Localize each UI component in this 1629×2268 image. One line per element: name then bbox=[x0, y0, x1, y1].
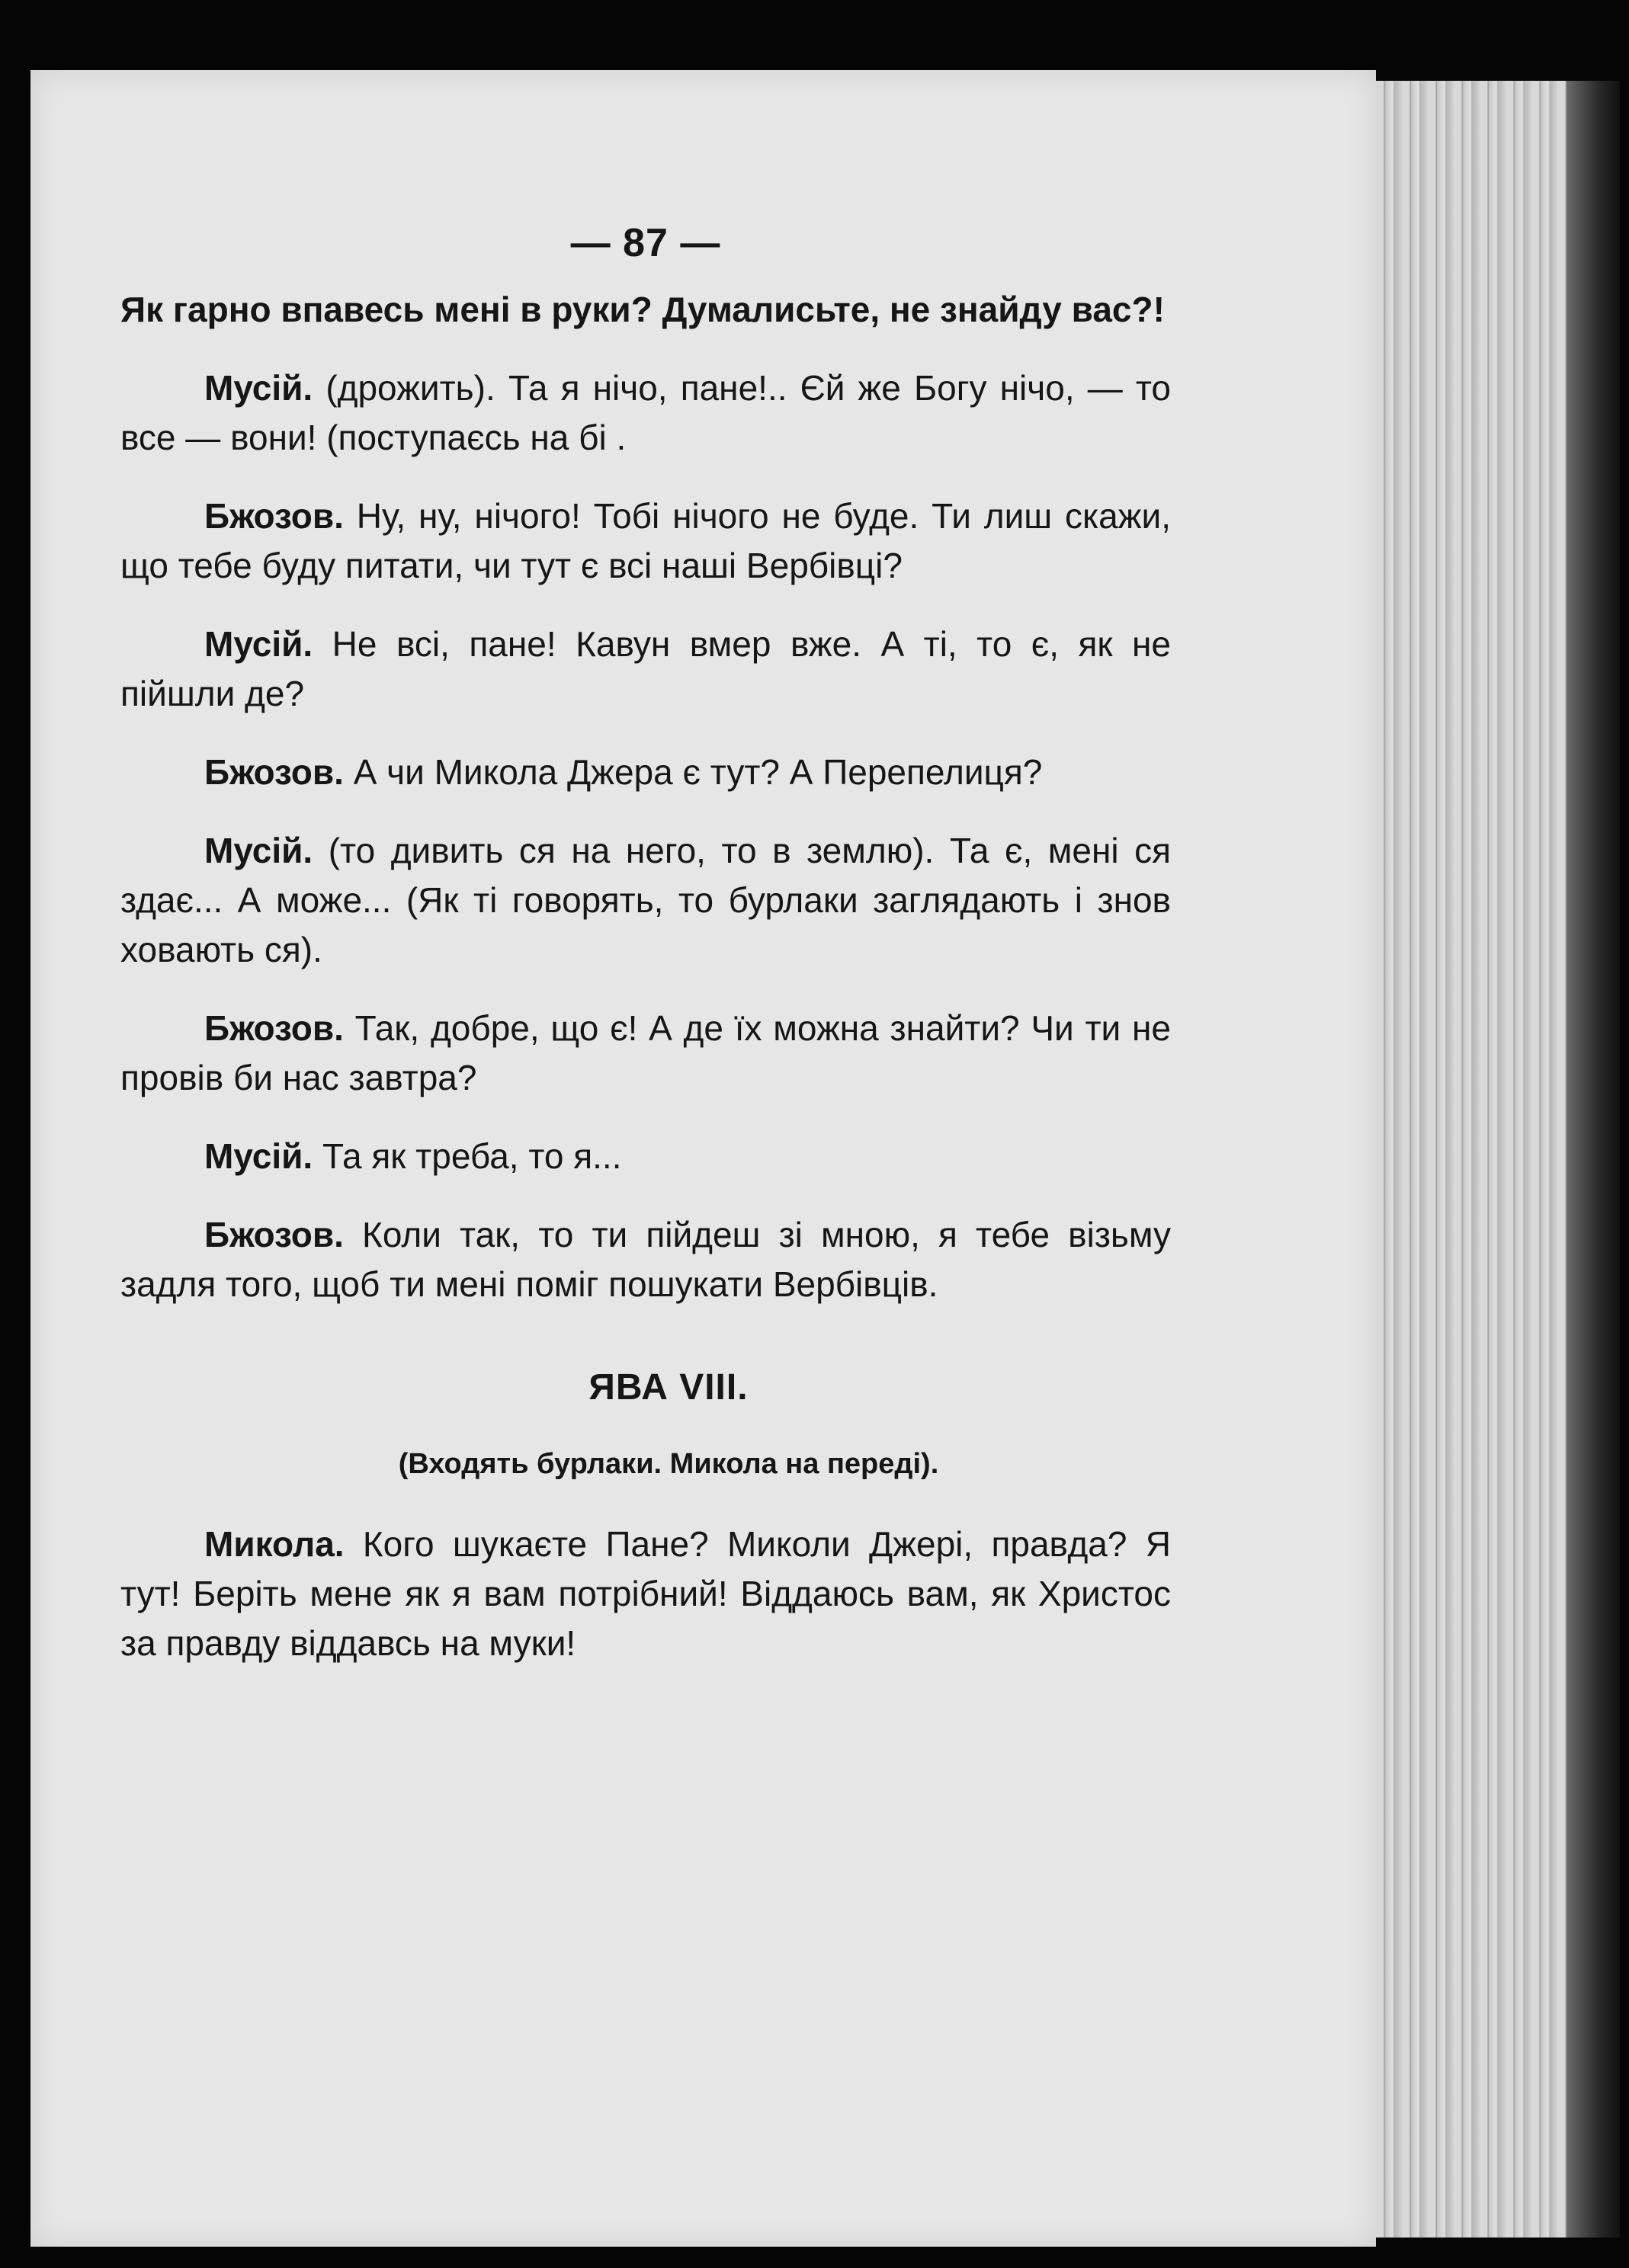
page-edges bbox=[1376, 81, 1620, 2238]
book-page bbox=[30, 70, 1376, 2247]
speaker-name: Мусій. bbox=[204, 624, 313, 664]
scene-title: ЯВА VIII. bbox=[588, 1367, 749, 1408]
continuation-paragraph: Як гарно впавесь мені в руки? Думалисьте, не знайду вас?! bbox=[120, 290, 1165, 329]
dialogue-line bbox=[120, 1004, 1171, 1103]
page-text bbox=[120, 219, 1171, 1697]
dialogue-text: Так, добре, що є! А де їх можна знайти? Чи ти не провів би нас завтра? bbox=[120, 1008, 1172, 1097]
speaker-name: Мусій. bbox=[204, 368, 313, 408]
speaker-name: Мусій. bbox=[204, 1136, 313, 1176]
book bbox=[30, 70, 1616, 2250]
speaker-name: Бжозов. bbox=[204, 496, 344, 536]
dialogue-line bbox=[120, 1520, 1171, 1668]
dialogue-line bbox=[120, 620, 1171, 719]
dialogue-line bbox=[120, 364, 1171, 463]
dialogue-text: Кого шукаєте Пане? Миколи Джері, правда? Я тут! Беріть мене як я вам потрібний! Віддаюсь вам, як Христос за правду віддавсь на муки! bbox=[120, 1524, 1171, 1663]
dialogue-line bbox=[120, 492, 1171, 591]
speaker-name: Бжозов. bbox=[204, 752, 344, 792]
speaker-name: Бжозов. bbox=[204, 1008, 344, 1048]
stage-direction: (Входять бурлаки. Микола на переді). bbox=[398, 1448, 939, 1480]
dialogue-text: (дрожить). Та я нічо, пане!.. Єй же Богу нічо, — то все — вони! (поступаєсь на бі . bbox=[120, 368, 1171, 457]
dialogue-line bbox=[120, 748, 1171, 797]
dialogue-text: А чи Микола Джера є тут? А Перепелиця? bbox=[353, 752, 1043, 792]
page-number: — 87 — bbox=[570, 221, 721, 265]
speaker-name: Бжозов. bbox=[204, 1215, 344, 1254]
dialogue-line bbox=[120, 1210, 1171, 1309]
dialogue-text: Коли так, то ти пійдеш зі мною, я тебе візьму задля того, щоб ти мені поміг пошукати Вербівців. bbox=[120, 1215, 1172, 1304]
dialogue-text: Не всі, пане! Кавун вмер вже. А ті, то є, як не пійшли де? bbox=[120, 624, 1172, 713]
dialogue-text: (то дивить ся на него, то в землю). Та є, мені ся здає... А може... (Як ті говорять, то бурлаки заглядають і знов ховають ся). bbox=[120, 831, 1172, 969]
dialogue-text: Ну, ну, нічого! Тобі нічого не буде. Ти лиш скажи, що тебе буду питати, чи тут є всі наші Вербівці? bbox=[120, 496, 1172, 585]
dialogue-line bbox=[120, 1132, 1171, 1181]
dialogue-line bbox=[120, 826, 1171, 975]
speaker-name: Микола. bbox=[204, 1524, 345, 1564]
dialogue-text: Та як треба, то я... bbox=[322, 1136, 622, 1176]
speaker-name: Мусій. bbox=[204, 831, 313, 870]
